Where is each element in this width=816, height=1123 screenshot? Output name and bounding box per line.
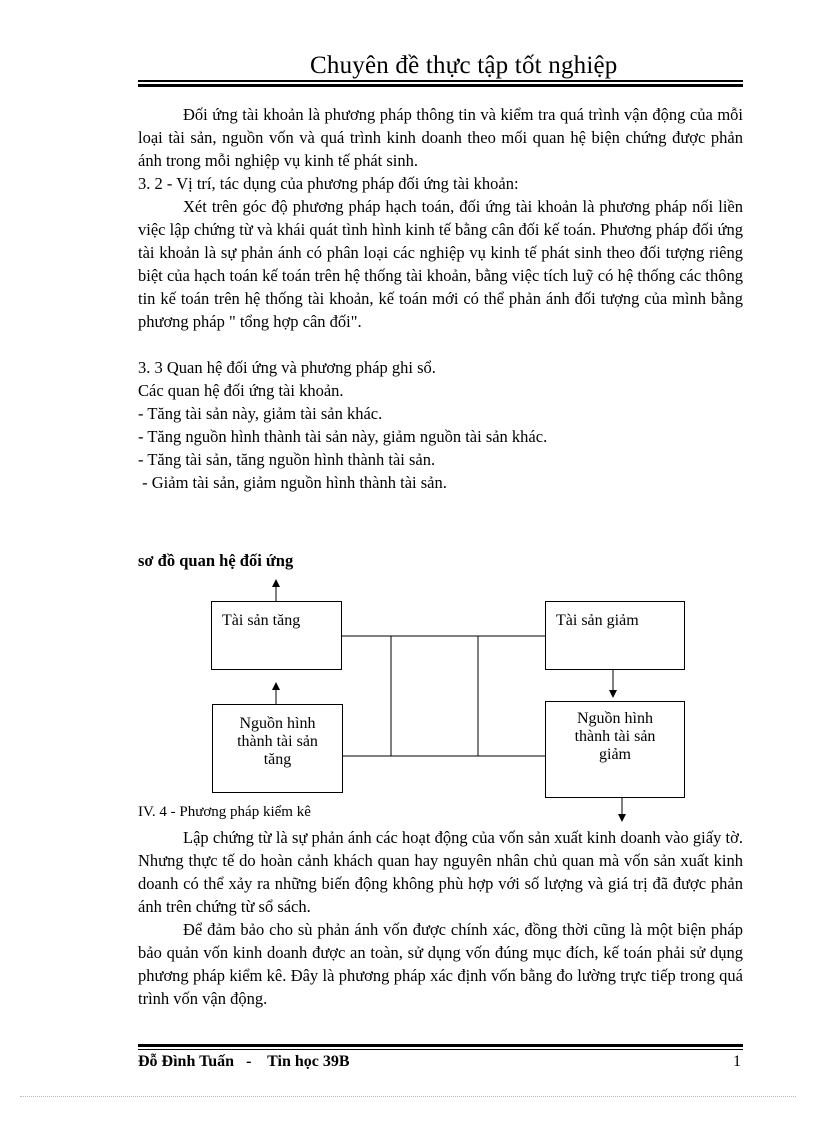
relations-title: Các quan hệ đối ứng tài khoản.	[138, 381, 344, 400]
box-label: Tài sản giảm	[556, 612, 639, 629]
footer-author: Đỗ Đình Tuấn	[138, 1053, 235, 1070]
header-rule-thick	[138, 84, 743, 87]
footer-author-line	[138, 1053, 350, 1071]
box-label: Nguồn hình	[239, 715, 316, 732]
box-label: tăng	[263, 751, 292, 768]
header-rule-thin	[138, 80, 743, 82]
box-label: Nguồn hình	[577, 710, 653, 727]
box-asset-increase	[211, 601, 342, 670]
relation-item: - Tăng nguồn hình thành tài sản này, giảm nguồn tài sản khác.	[138, 427, 548, 446]
box-label: thành tài sản	[574, 728, 656, 745]
box-source-decrease	[545, 701, 685, 798]
page-number: 1	[733, 1053, 741, 1070]
paragraph-inventory-2: Để đảm bảo cho sù phản ánh vốn được chính xác, đồng thời cũng là một biện pháp bảo quản vốn kinh doanh được an toàn, sử dụng vốn đúng mục đích, kế toán phải sử dụng phương pháp kiểm kê. Đây là phương pháp xác định vốn bằng đo lường trực tiếp trong quá trình vốn vận động.	[138, 920, 743, 1008]
paragraph-intro: Đối ứng tài khoản là phương pháp thông tin và kiểm tra quá trình vận động của mỗi loại tài sản, nguồn vốn và quá trình kinh doanh theo mối quan hệ biện chứng được phản ánh trong mỗi nghiệp vụ kinh tế phát sinh.	[138, 105, 743, 170]
box-label: thành tài sản	[237, 733, 318, 750]
box-label: giảm	[599, 746, 631, 763]
section-heading-3-2: 3. 2 - Vị trí, tác dụng của phương pháp đối ứng tài khoản:	[138, 174, 519, 193]
page-header-title: Chuyên đề thực tập tốt nghiệp	[310, 52, 618, 79]
diagram-title: sơ đồ quan hệ đối ứng	[138, 551, 294, 570]
page-edge-dotted-line	[20, 1096, 796, 1097]
section-heading-3-3: 3. 3 Quan hệ đối ứng và phương pháp ghi sổ.	[138, 358, 436, 377]
paragraph-inventory-1: Lập chứng từ là sự phản ánh các hoạt động của vốn sản xuất kinh doanh vào giấy tờ. Nhưng thực tế do hoàn cảnh khách quan hay nguyên nhân chủ quan mà vốn sản xuất kinh doanh có thể xảy ra những biến động không phù hợp với số lượng và giá trị đã được phản ánh trên chứng từ sổ sách.	[138, 828, 743, 916]
box-label: Tài sản tăng	[222, 612, 301, 629]
section-heading-iv-4: IV. 4 - Phương pháp kiểm kê	[138, 804, 311, 820]
footer-rule-thin	[138, 1049, 743, 1050]
footer-separator: -	[246, 1053, 252, 1070]
box-source-increase	[212, 704, 343, 793]
relation-item: - Tăng tài sản này, giảm tài sản khác.	[138, 404, 383, 423]
footer-class: Tin học 39B	[267, 1053, 350, 1070]
relation-item: - Tăng tài sản, tăng nguồn hình thành tài sản.	[138, 450, 436, 469]
relation-item: - Giảm tài sản, giảm nguồn hình thành tài sản.	[138, 473, 447, 492]
footer-rule-thick	[138, 1044, 743, 1047]
box-asset-decrease	[545, 601, 685, 670]
paragraph-position-role: Xét trên góc độ phương pháp hạch toán, đối ứng tài khoản là phương pháp nối liền việc lập chứng từ và khái quát tình hình kinh tế bằng cân đối kế toán. Phương pháp đối ứng tài khoản là sự phản ánh có phân loại các nghiệp vụ kinh tế phát sinh theo đối tượng riêng biệt của hạch toán kế toán trên hệ thống tài khoản, bằng việc tích luỹ có hệ thống các thông tin kế toán trên hệ thống tài khoản, kế toán mới có thể phản ánh đối tượng của mình bằng phương pháp " tổng hợp cân đối".	[138, 197, 743, 331]
